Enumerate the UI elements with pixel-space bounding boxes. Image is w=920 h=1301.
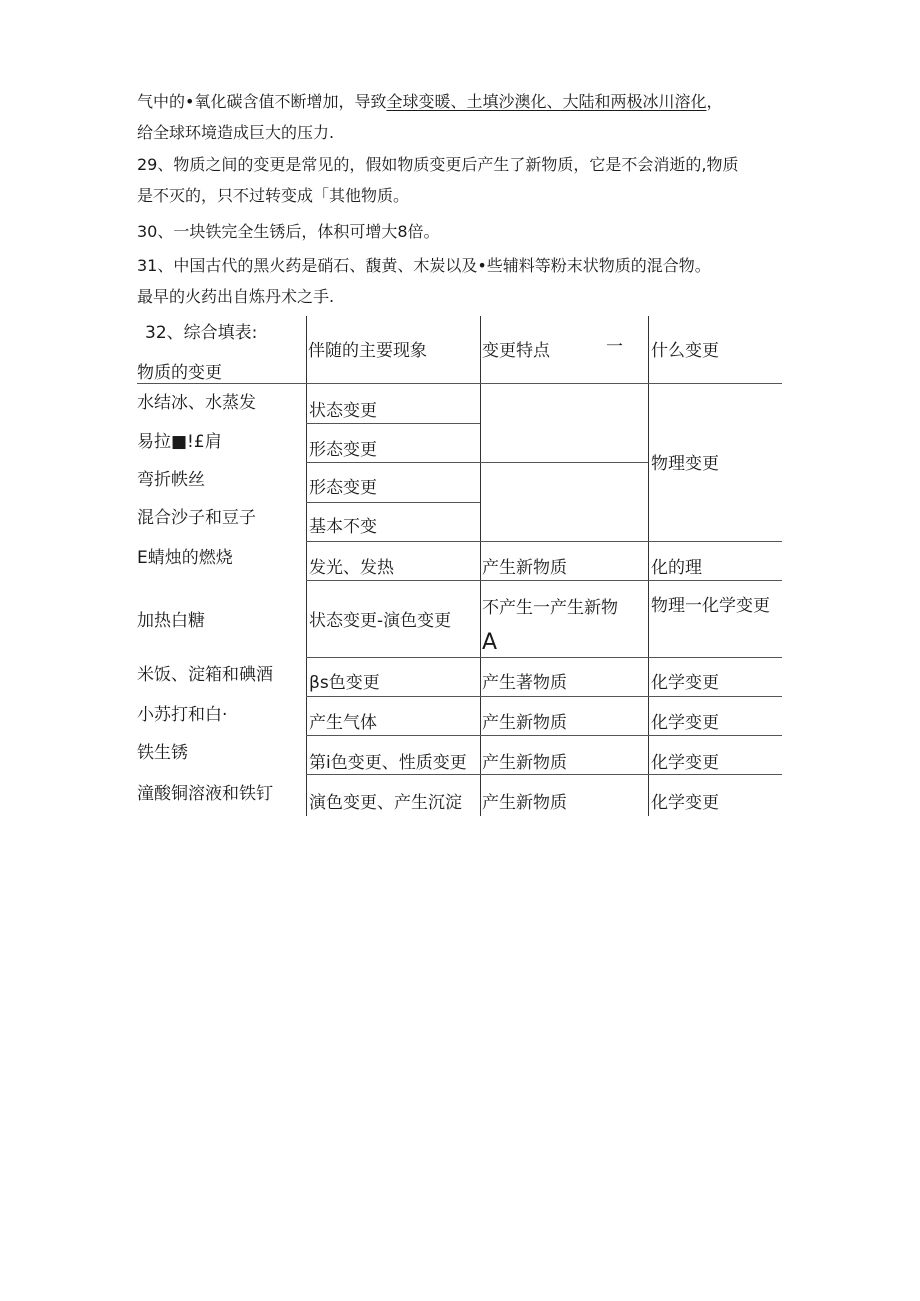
row-substance: 米饭、淀箱和碘酒 xyxy=(137,665,273,685)
table-hline xyxy=(306,580,782,581)
header-substance-change: 物质的变更 xyxy=(137,363,222,383)
item-29-line-1: 29、物质之间的变更是常见的，假如物质变更后产生了新物质，它是不会消逝的,物质 xyxy=(137,155,739,174)
paragraph-line-2: 给全球环境造成巨大的压力. xyxy=(137,123,335,142)
header-phenomenon: 伴随的主要现象 xyxy=(308,341,427,361)
table-hline xyxy=(306,657,782,658)
row-feature: 产生新物质 xyxy=(482,753,567,773)
item-30: 30、一块铁完全生锈后，体积可增大8倍。 xyxy=(137,222,440,241)
table-vline-3 xyxy=(648,316,649,816)
row-phenomenon: 形态变更 xyxy=(309,478,377,498)
row-change-type: 化学变更 xyxy=(651,713,719,733)
header-feature: 变更特点 xyxy=(482,341,550,361)
row-feature: 产生著物质 xyxy=(482,673,567,693)
table-hline xyxy=(306,462,648,463)
row-feature: 产生新物质 xyxy=(482,558,567,578)
row-substance: E蜻烛的燃烧 xyxy=(137,548,233,568)
row-phenomenon: 状态变更-演色变更 xyxy=(309,611,452,631)
header-dash-mark: 一 xyxy=(606,337,623,357)
row-phenomenon: 发光、发热 xyxy=(309,558,394,578)
table-hline xyxy=(306,541,782,542)
item-29-line-2: 是不灭的，只不过转变成「其他物质。 xyxy=(137,186,410,205)
text-span: ， xyxy=(706,92,723,111)
table-caption: 32、综合填表: xyxy=(145,323,258,343)
row-change-type: 化学变更 xyxy=(651,753,719,773)
item-31-line-2: 最早的火药出自炼丹术之手. xyxy=(137,287,335,306)
row-substance: 潼酸铜溶液和铁钉 xyxy=(137,784,273,804)
table-hline xyxy=(306,735,782,736)
row-change-type: 化学变更 xyxy=(651,793,719,813)
underlined-text: 全球变暖、土填沙澳化、大陆和两极冰川溶化 xyxy=(386,92,707,111)
row-change-type: 物理一化学变更 xyxy=(651,596,770,616)
table-vline-2 xyxy=(480,316,481,816)
table-hline xyxy=(306,502,480,503)
row-phenomenon: 形态变更 xyxy=(309,440,377,460)
table-hline xyxy=(306,423,480,424)
row-phenomenon: 基本不变 xyxy=(309,517,377,537)
paragraph-line-1 xyxy=(137,92,722,112)
table-vline-1 xyxy=(306,316,307,816)
row-phenomenon: 状态变更 xyxy=(309,401,377,421)
row-feature: 不产生一产生新物 xyxy=(482,598,618,618)
row-substance: 铁生锈 xyxy=(137,743,188,763)
row-phenomenon: βs色变更 xyxy=(309,673,380,693)
row-change-type: 化学变更 xyxy=(651,673,719,693)
row-substance: 水结冰、水蒸发 xyxy=(137,393,256,413)
row-substance: 加热白糖 xyxy=(137,611,205,631)
row-substance: 混合沙子和豆子 xyxy=(137,508,256,528)
row-change-type: 化的理 xyxy=(651,558,702,578)
row-phenomenon: 产生气体 xyxy=(309,713,377,733)
item-31-line-1: 31、中国古代的黑火药是硝石、馥黄、木炭以及•些辅料等粉末状物质的混合物。 xyxy=(137,256,711,275)
row-substance: 弯折帙丝 xyxy=(137,470,205,490)
row-feature: 产生新物质 xyxy=(482,713,567,733)
row-feature-extra: A xyxy=(482,630,498,655)
row-substance: 易拉■!£肩 xyxy=(137,432,222,452)
table-hline-header xyxy=(137,383,782,384)
merged-change-type: 物理变更 xyxy=(651,454,719,474)
row-feature: 产生新物质 xyxy=(482,793,567,813)
header-change-type: 什么变更 xyxy=(651,341,719,361)
table-hline xyxy=(306,696,782,697)
row-substance: 小苏打和白· xyxy=(137,705,228,725)
table-hline xyxy=(306,774,782,775)
text-span: 气中的•氧化碳含值不断增加，导致 xyxy=(137,92,387,111)
row-phenomenon: 第i色变更、性质变更 xyxy=(309,753,467,773)
row-phenomenon: 演色变更、产生沉淀 xyxy=(309,793,462,813)
